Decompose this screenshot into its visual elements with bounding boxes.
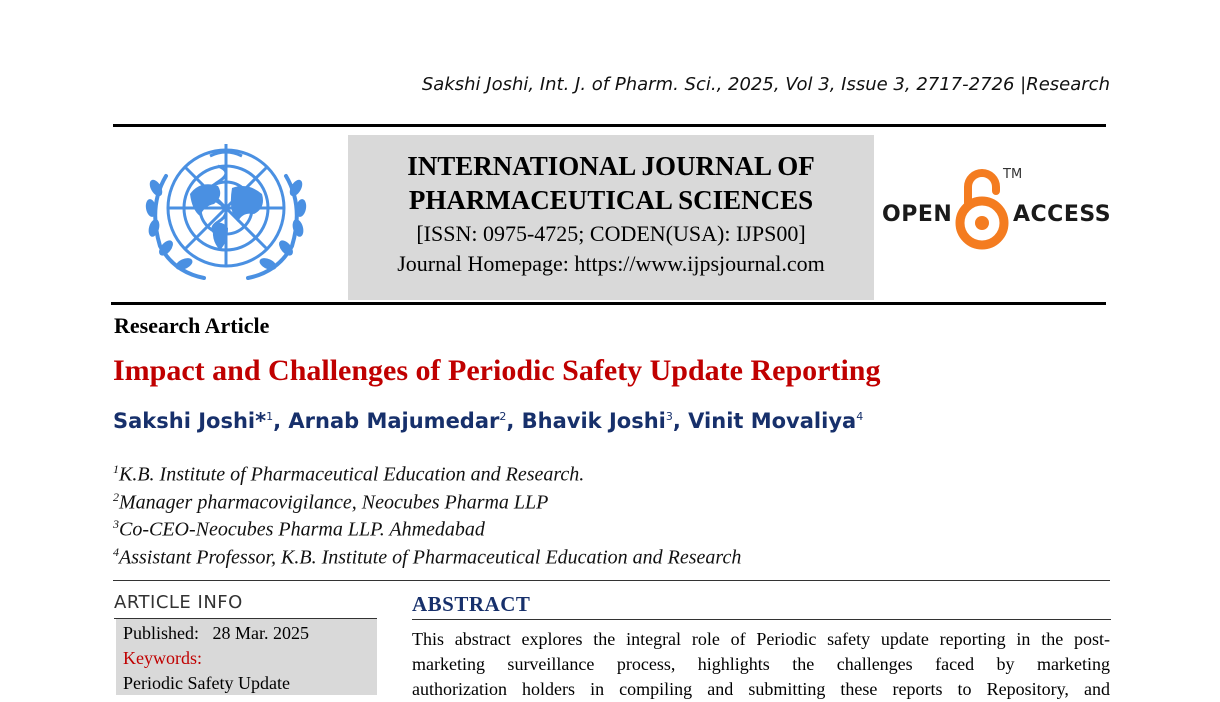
open-access-lock-icon — [954, 165, 1010, 251]
author-name[interactable]: Vinit Movaliya — [688, 409, 857, 433]
affiliation-number: 2 — [113, 489, 119, 504]
affiliation-item — [113, 511, 741, 539]
affiliation-item — [113, 484, 741, 512]
open-access-access-text: ACCESS — [1013, 202, 1112, 227]
journal-name-line2: PHARMACEUTICAL SCIENCES — [408, 185, 814, 215]
affiliation-number: 3 — [113, 517, 119, 531]
open-access-open-text: OPEN — [882, 202, 953, 227]
affiliation-text: Manager pharmacovigilance, Neocubes Pharma LLP — [119, 491, 549, 514]
keywords-label: Keywords: — [123, 648, 202, 668]
published-label: Published: — [123, 623, 200, 643]
author-name[interactable]: Arnab Majumedar — [288, 409, 500, 433]
affiliation-item — [113, 456, 741, 484]
section-divider — [113, 580, 1110, 581]
affiliation-number: 4 — [113, 544, 119, 559]
article-info-heading: ARTICLE INFO — [114, 592, 243, 613]
abstract-line: authorization holders in compiling and submitting these reports to Repository, and — [412, 679, 1110, 699]
affiliation-item — [113, 539, 741, 567]
abstract-line: marketing surveillance process, highlights the challenges faced by marketing — [412, 654, 1110, 674]
abstract-line: This abstract explores the integral role of Periodic safety update reporting in the post- — [412, 629, 1110, 649]
author-name[interactable]: Sakshi Joshi* — [113, 409, 267, 433]
journal-name-line1: INTERNATIONAL JOURNAL OF — [407, 151, 815, 181]
author-affiliation-mark: 2 — [499, 410, 507, 423]
author-affiliation-mark: 1 — [266, 410, 274, 423]
journal-masthead — [348, 135, 874, 300]
top-rule — [113, 124, 1106, 127]
affiliation-list — [113, 456, 742, 569]
journal-emblem-logo — [126, 136, 326, 286]
abstract-heading: ABSTRACT — [412, 592, 531, 616]
masthead-bottom-rule — [111, 302, 1106, 305]
author-affiliation-mark: 3 — [665, 410, 673, 423]
trademark-text: TM — [1003, 167, 1023, 182]
author-list: Sakshi Joshi*$^1$, Arnab Majumedar$^2$, Bhavik Joshi$^3$, Vinit Movaliya$^4$ — [113, 409, 864, 433]
affiliation-text: K.B. Institute of Pharmaceutical Education and Research. — [119, 463, 585, 486]
article-info-box — [116, 619, 377, 695]
published-row — [123, 623, 309, 644]
article-title: Impact and Challenges of Periodic Safety Update Reporting — [113, 354, 881, 387]
affiliation-number: 1 — [113, 462, 119, 476]
affiliation-text: Assistant Professor, K.B. Institute of Pharmaceutical Education and Research — [119, 546, 742, 569]
abstract-rule — [412, 619, 1111, 620]
published-date: 28 Mar. 2025 — [212, 623, 310, 643]
author-affiliation-mark: 4 — [856, 410, 864, 423]
article-type: Research Article — [114, 313, 270, 338]
journal-issn: [ISSN: 0975-4725; CODEN(USA): IJPS00] — [416, 221, 806, 246]
author-name[interactable]: Bhavik Joshi — [521, 409, 666, 433]
abstract-text — [412, 627, 1110, 702]
keywords-value: Periodic Safety Update — [123, 673, 290, 693]
running-header-citation: Sakshi Joshi, Int. J. of Pharm. Sci., 2025, Vol 3, Issue 3, 2717-2726 |Research — [421, 74, 1110, 95]
open-access-logo — [880, 165, 1110, 255]
affiliation-text: Co-CEO-Neocubes Pharma LLP. Ahmedabad — [119, 518, 485, 541]
journal-homepage[interactable]: Journal Homepage: https://www.ijpsjournal.com — [397, 251, 825, 276]
